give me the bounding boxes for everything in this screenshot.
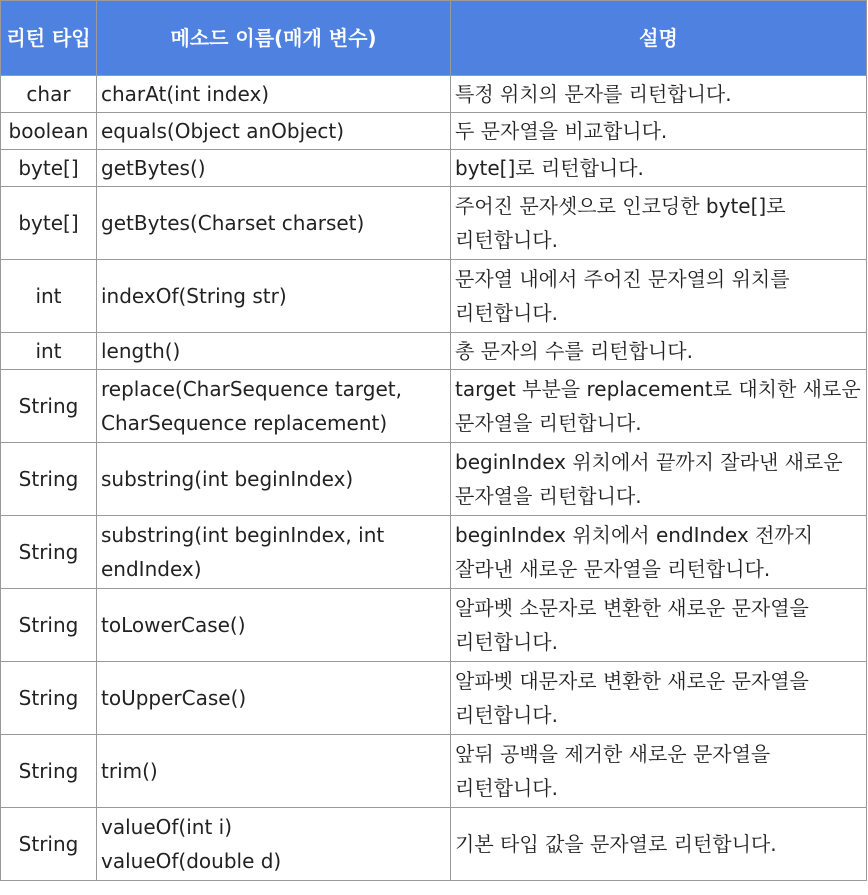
- method-line: CharSequence replacement): [101, 411, 388, 435]
- method-line: substring(int beginIndex, int: [101, 523, 385, 547]
- table-row: [1, 735, 867, 808]
- table-row: [1, 443, 867, 516]
- return-type-cell: byte[]: [1, 187, 97, 260]
- return-type-cell: String: [1, 516, 97, 589]
- description-cell: 총 문자의 수를 리턴합니다.: [451, 333, 867, 370]
- method-line: getBytes(): [101, 156, 206, 180]
- table-row: [1, 113, 867, 150]
- table-row: [1, 370, 867, 443]
- method-line: toLowerCase(): [101, 613, 246, 637]
- table-header: [1, 1, 867, 76]
- method-cell: [97, 662, 451, 735]
- method-line: charAt(int index): [101, 82, 270, 106]
- description-cell: beginIndex 위치에서 endIndex 전까지 잘라낸 새로운 문자열을 리턴합니다.: [451, 516, 867, 589]
- header-row: [1, 1, 867, 76]
- table-row: [1, 76, 867, 113]
- return-type-cell: int: [1, 333, 97, 370]
- table-row: [1, 589, 867, 662]
- method-cell: [97, 735, 451, 808]
- method-cell: [97, 260, 451, 333]
- method-line: length(): [101, 339, 181, 363]
- table-row: [1, 150, 867, 187]
- table-row: [1, 808, 867, 881]
- table-body: [1, 76, 867, 881]
- method-cell: [97, 333, 451, 370]
- return-type-cell: boolean: [1, 113, 97, 150]
- description-cell: 앞뒤 공백을 제거한 새로운 문자열을 리턴합니다.: [451, 735, 867, 808]
- method-cell: [97, 187, 451, 260]
- return-type-cell: String: [1, 808, 97, 881]
- return-type-cell: String: [1, 662, 97, 735]
- description-cell: 주어진 문자셋으로 인코딩한 byte[]로 리턴합니다.: [451, 187, 867, 260]
- description-cell: 기본 타입 값을 문자열로 리턴합니다.: [451, 808, 867, 881]
- description-cell: 두 문자열을 비교합니다.: [451, 113, 867, 150]
- table-row: [1, 333, 867, 370]
- description-cell: byte[]로 리턴합니다.: [451, 150, 867, 187]
- table-row: [1, 516, 867, 589]
- method-cell: [97, 150, 451, 187]
- table-row: [1, 260, 867, 333]
- return-type-cell: String: [1, 589, 97, 662]
- return-type-cell: int: [1, 260, 97, 333]
- header-description: 설명: [451, 1, 867, 76]
- method-cell: [97, 113, 451, 150]
- method-line: valueOf(int i): [101, 815, 233, 839]
- method-line: endIndex): [101, 557, 202, 581]
- header-method: 메소드 이름(매개 변수): [97, 1, 451, 76]
- header-return-type: 리턴 타입: [1, 1, 97, 76]
- description-cell: 문자열 내에서 주어진 문자열의 위치를 리턴합니다.: [451, 260, 867, 333]
- method-cell: [97, 516, 451, 589]
- method-line: trim(): [101, 759, 158, 783]
- method-cell: [97, 76, 451, 113]
- method-line: valueOf(double d): [101, 849, 282, 873]
- description-cell: beginIndex 위치에서 끝까지 잘라낸 새로운 문자열을 리턴합니다.: [451, 443, 867, 516]
- method-cell: [97, 808, 451, 881]
- description-cell: target 부분을 replacement로 대치한 새로운 문자열을 리턴합니다.: [451, 370, 867, 443]
- description-cell: 알파벳 소문자로 변환한 새로운 문자열을 리턴합니다.: [451, 589, 867, 662]
- return-type-cell: char: [1, 76, 97, 113]
- method-line: substring(int beginIndex): [101, 467, 354, 491]
- method-line: indexOf(String str): [101, 284, 287, 308]
- method-line: toUpperCase(): [101, 686, 247, 710]
- description-cell: 특정 위치의 문자를 리턴합니다.: [451, 76, 867, 113]
- return-type-cell: String: [1, 735, 97, 808]
- return-type-cell: String: [1, 370, 97, 443]
- method-line: getBytes(Charset charset): [101, 211, 365, 235]
- method-cell: [97, 370, 451, 443]
- table-row: [1, 662, 867, 735]
- method-line: equals(Object anObject): [101, 119, 345, 143]
- return-type-cell: String: [1, 443, 97, 516]
- return-type-cell: byte[]: [1, 150, 97, 187]
- description-cell: 알파벳 대문자로 변환한 새로운 문자열을 리턴합니다.: [451, 662, 867, 735]
- table-row: [1, 187, 867, 260]
- method-line: replace(CharSequence target,: [101, 377, 402, 401]
- method-cell: [97, 443, 451, 516]
- method-cell: [97, 589, 451, 662]
